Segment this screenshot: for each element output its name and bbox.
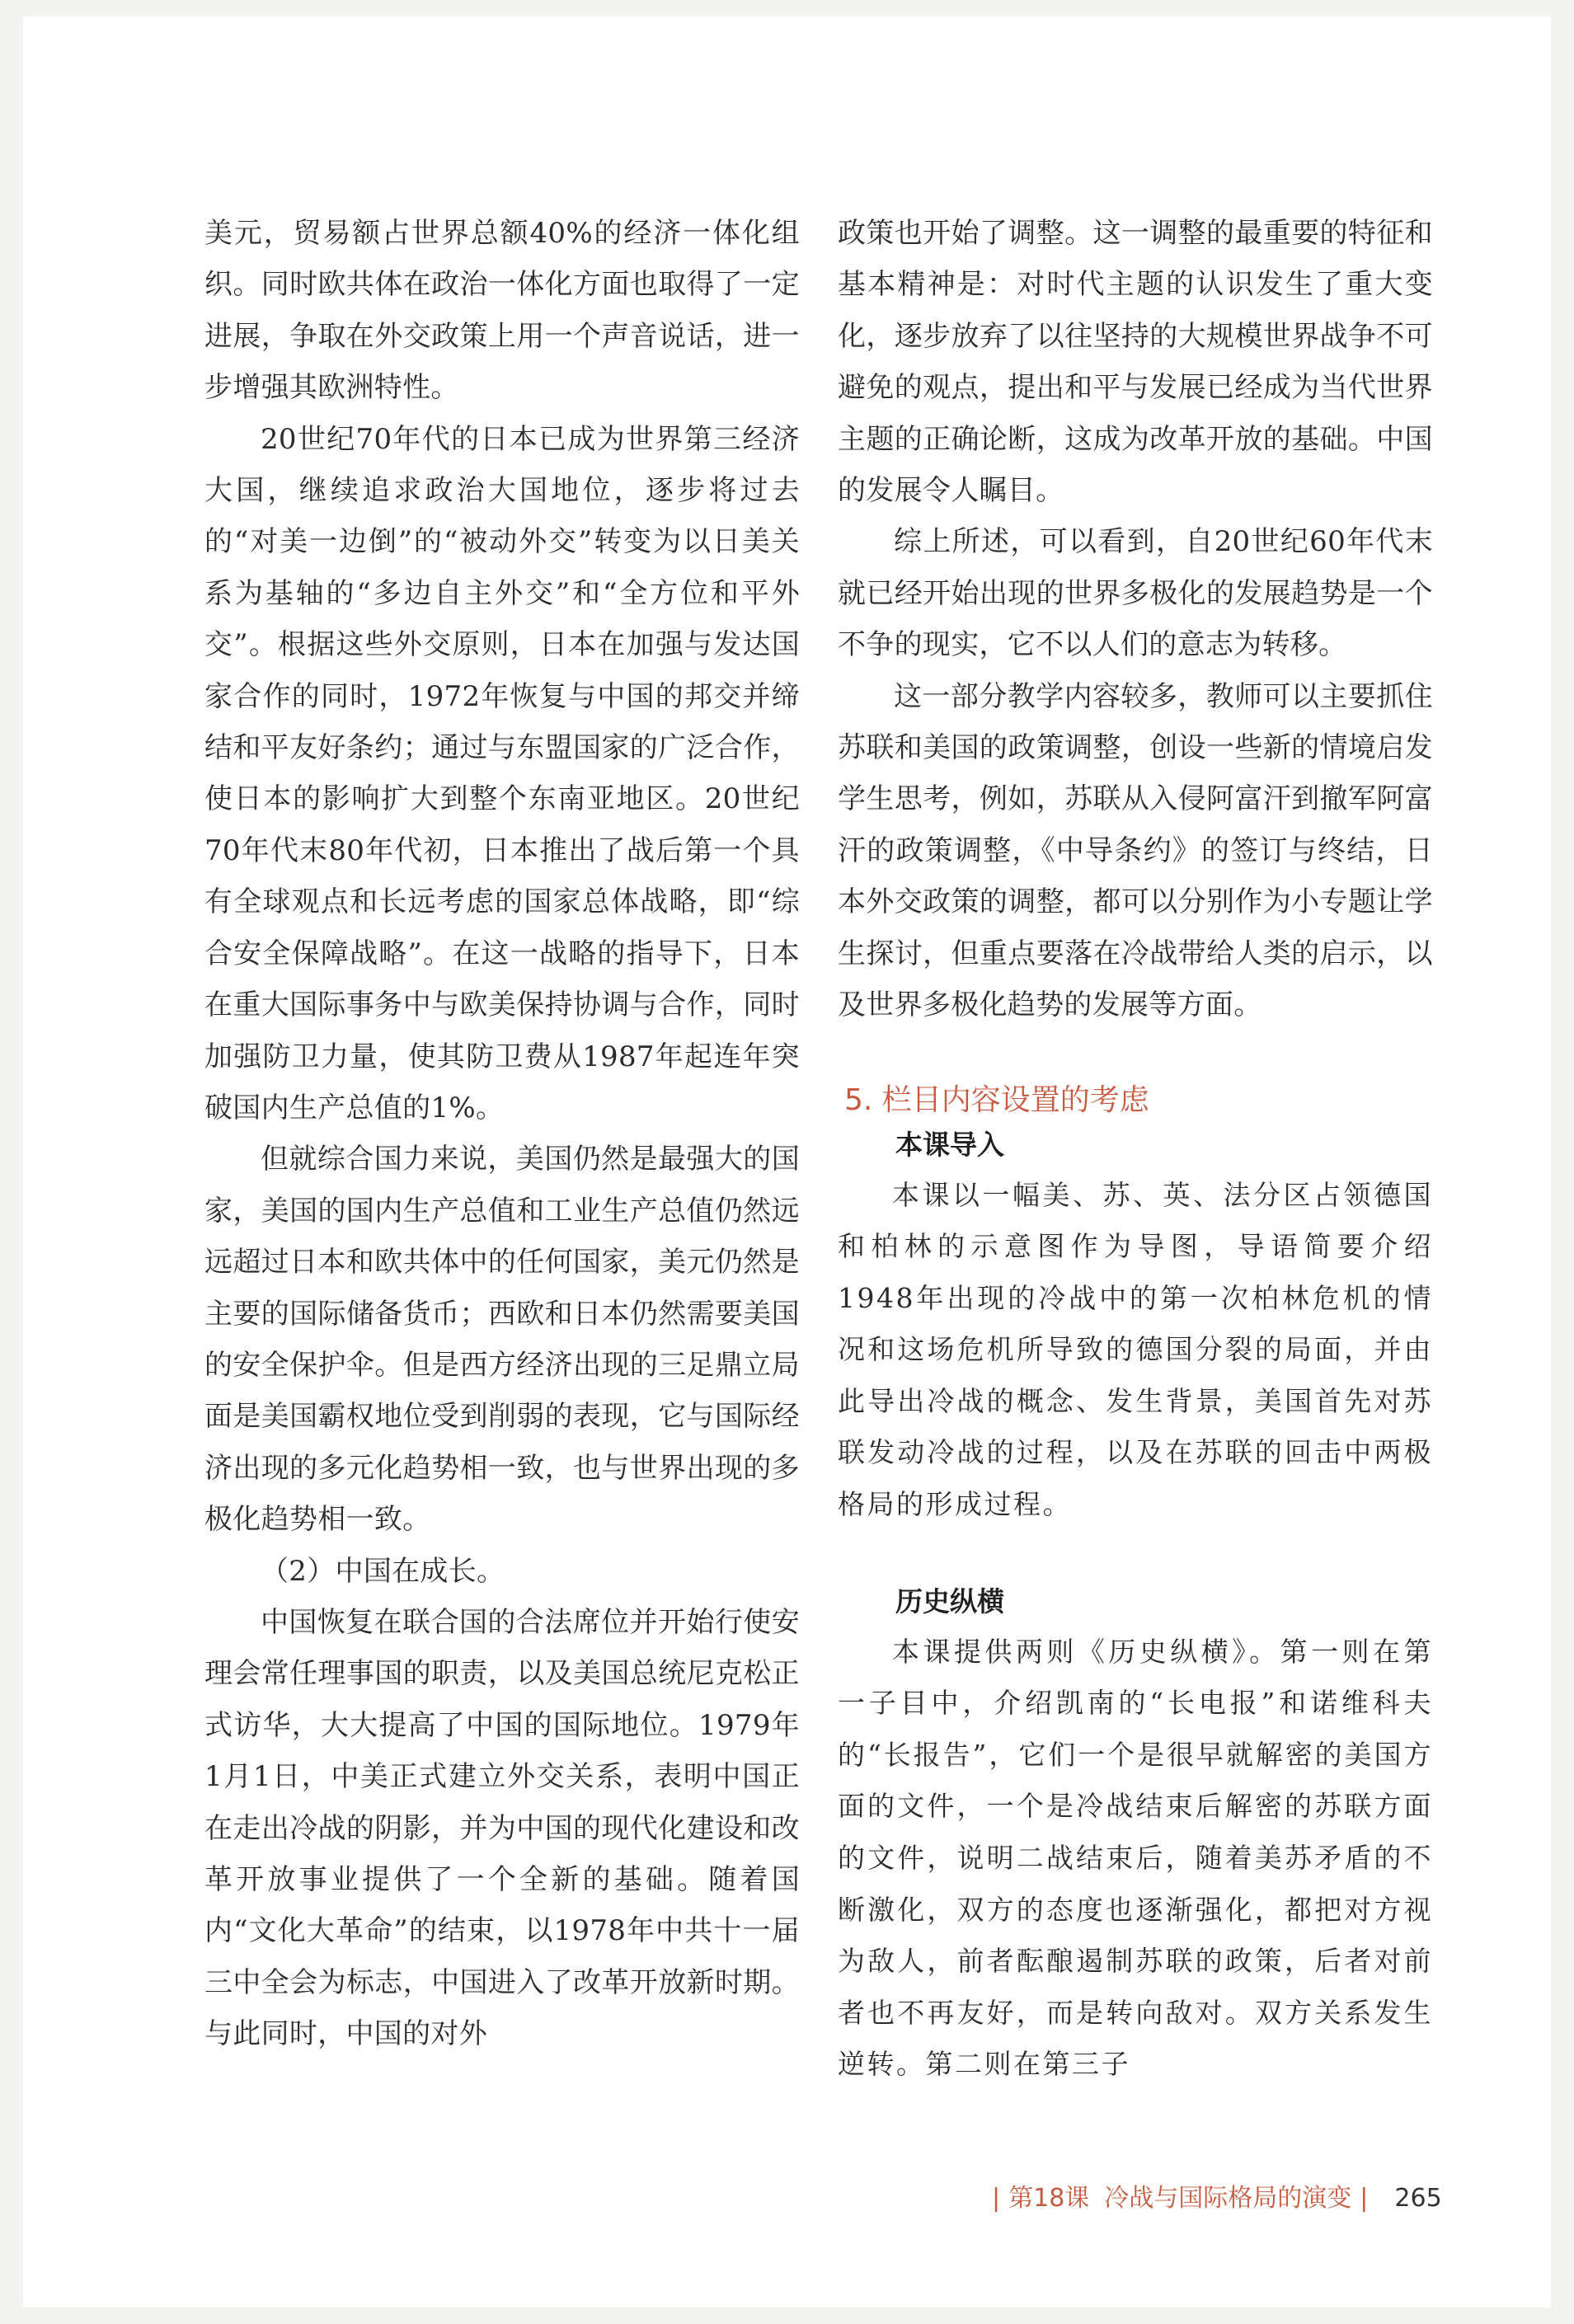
numbered-point: （2）中国在成长。 [261, 1554, 505, 1588]
lesson-intro-block [838, 1124, 1433, 1531]
page-footer [984, 2178, 1442, 2219]
page [23, 16, 1551, 2308]
divider: | [992, 2184, 1001, 2213]
paragraph: 本课以一幅美、苏、英、法分区占领德国和柏林的示意图作为导图，导语简要介绍1948年出现的冷战中的第一次柏林危机的情况和这场危机所导致的德国分裂的局面，并由此导出冷战的概念、发生背景，美国首先对苏联发动冷战的过程，以及在苏联的回击中两极格局的形成过程。 [838, 1178, 1433, 1521]
paragraph: 这一部分教学内容较多，教师可以主要抓住苏联和美国的政策调整，创设一些新的情境启发学生思考，例如，苏联从入侵阿富汗到撤军阿富汗的政策调整，《中导条约》的签订与终结，日本外交政策的调整，都可以分别作为小专题让学生探讨，但重点要落在冷战带给人类的启示，以及世界多极化趋势的发展等方面。 [838, 679, 1433, 1022]
subheading-lesson-intro: 本课导入 [895, 1128, 1004, 1161]
paragraph: 政策也开始了调整。这一调整的最重要的特征和基本精神是：对时代主题的认识发生了重大变化，逐步放弃了以往坚持的大规模世界战争不可避免的观点，提出和平与发展已经成为当代世界主题的正确论断，这成为改革开放的基础。中国的发展令人瞩目。 [838, 217, 1433, 508]
subheading-history: 历史纵横 [895, 1585, 1004, 1617]
paragraph: 20世纪70年代的日本已成为世界第三经济大国，继续追求政治大国地位，逐步将过去的“对美一边倒”的“被动外交”转变为以日美关系为基轴的“多边自主外交”和“全方位和平外交”。根据这些外交原则，日本在加强与发达国家合作的同时，1972年恢复与中国的邦交并缔结和平友好条约；通过与东盟国家的广泛合作，使日本的影响扩大到整个东南亚地区。20世纪70年代末80年代初，日本推出了战后第一个具有全球观点和长远考虑的国家总体战略，即“综合安全保障战略”。在这一战略的指导下，日本在重大国际事务中与欧美保持协调与合作，同时加强防卫力量，使其防卫费从1987年起连年突破国内生产总值的1%。 [204, 422, 800, 1124]
paragraph: 但就综合国力来说，美国仍然是最强大的国家，美国的国内生产总值和工业生产总值仍然远远超过日本和欧共体中的任何国家，美元仍然是主要的国际储备货币；西欧和日本仍然需要美国的安全保护伞。但是西方经济出现的三足鼎立局面是美国霸权地位受到削弱的表现，它与国际经济出现的多元化趋势相一致，也与世界出现的多极化趋势相一致。 [204, 1143, 800, 1537]
page-number: 265 [1394, 2184, 1442, 2213]
paragraph: 本课提供两则《历史纵横》。第一则在第一子目中，介绍凯南的“长电报”和诺维科夫的“长报告”，它们一个是很早就解密的美国方面的文件，一个是冷战结束后解密的苏联方面的文件，说明二战结束后，随着美苏矛盾的不断激化，双方的态度也逐渐强化，都把对方视为敌人，前者酝酿遏制苏联的政策，后者对前者也不再友好，而是转向敌对。双方关系发生逆转。第二则在第三子 [838, 1635, 1433, 2081]
divider: | [1360, 2184, 1369, 2213]
left-column [204, 208, 800, 2060]
section-title: 5. 栏目内容设置的考虑 [844, 1082, 1149, 1117]
right-column [838, 208, 1433, 2091]
history-block [838, 1580, 1433, 2091]
lesson-number: 第18课 [1008, 2184, 1090, 2213]
lesson-title: 冷战与国际格局的演变 [1104, 2184, 1352, 2213]
paragraph: 美元，贸易额占世界总额40%的经济一体化组织。同时欧共体在政治一体化方面也取得了一定进展，争取在外交政策上用一个声音说话，进一步增强其欧洲特性。 [204, 217, 800, 405]
paragraph: 综上所述，可以看到，自20世纪60年代末就已经开始出现的世界多极化的发展趋势是一个不争的现实，它不以人们的意志为转移。 [838, 525, 1433, 662]
paragraph: 中国恢复在联合国的合法席位并开始行使安理会常任理事国的职责，以及美国总统尼克松正式访华，大大提高了中国的国际地位。1979年1月1日，中美正式建立外交关系，表明中国正在走出冷战的阴影，并为中国的现代化建设和改革开放事业提供了一个全新的基础。随着国内“文化大革命”的结束，以1978年中共十一届三中全会为标志，中国进入了改革开放新时期。与此同时，中国的对外 [204, 1605, 800, 2051]
